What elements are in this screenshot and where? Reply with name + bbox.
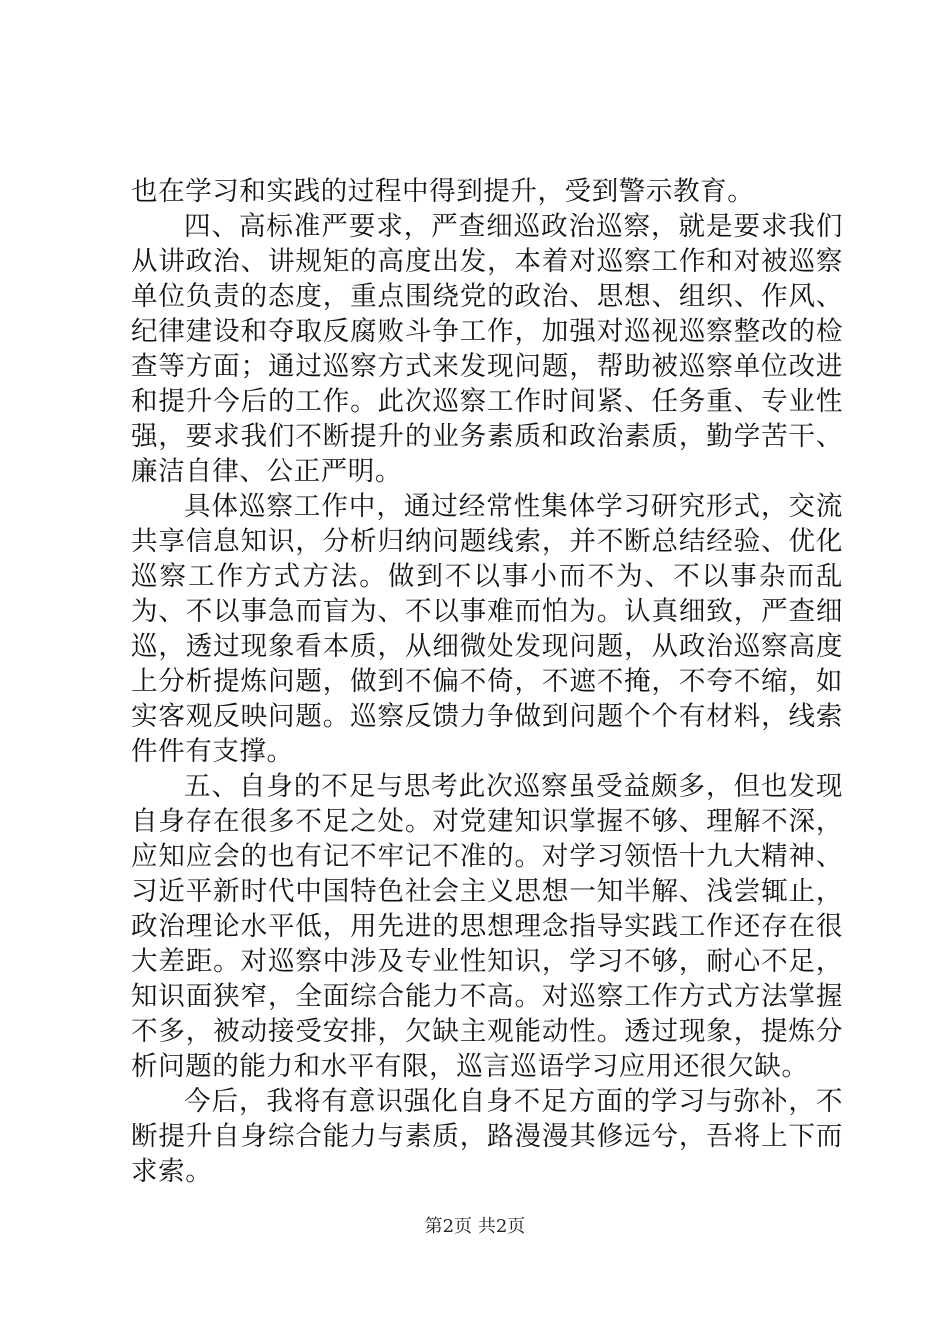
paragraph-5: 今后，我将有意识强化自身不足方面的学习与弥补，不断提升自身综合能力与素质，路漫漫其修远兮，吾将上下而求索。: [131, 1086, 843, 1187]
paragraph-4: 五、自身的不足与思考此次巡察虽受益颇多，但也发现自身存在很多不足之处。对党建知识掌握不够、理解不深，应知应会的也有记不牢记不准的。对学习领悟十九大精神、习近平新时代中国特色社会主义思想一知半解、浅尝辄止，政治理论水平低，用先进的思想理念指导实践工作还存在很大差距。对巡察中涉及专业性知识，学习不够，耐心不足，知识面狭窄，全面综合能力不高。对巡察工作方式方法掌握不多，被动接受安排，欠缺主观能动性。透过现象，提炼分析问题的能力和水平有限，巡言巡语学习应用还很欠缺。: [131, 771, 843, 1082]
paragraph-2: 四、高标准严要求，严查细巡政治巡察，就是要求我们从讲政治、讲规矩的高度出发，本着对巡察工作和对被巡察单位负责的态度，重点围绕党的政治、思想、组织、作风、纪律建设和夺取反腐败斗争工作，加强对巡视巡察整改的检查等方面；通过巡察方式来发现问题，帮助被巡察单位改进和提升今后的工作。此次巡察工作时间紧、任务重、专业性强，要求我们不断提升的业务素质和政治素质，勤学苦干、廉洁自律、公正严明。: [131, 211, 843, 487]
document-body: [131, 174, 843, 1189]
paragraph-1: 也在学习和实践的过程中得到提升，受到警示教育。: [131, 176, 755, 207]
page-footer: 第2页 共2页: [424, 1216, 526, 1237]
paragraph-3: 具体巡察工作中，通过经常性集体学习研究形式，交流共享信息知识，分析归纳问题线索，并不断总结经验、优化巡察工作方式方法。做到不以事小而不为、不以事杂而乱为、不以事急而盲为、不以事难而怕为。认真细致，严查细巡，透过现象看本质，从细微处发现问题，从政治巡察高度上分析提炼问题，做到不偏不倚，不遮不掩，不夸不缩，如实客观反映问题。巡察反馈力争做到问题个个有材料，线索件件有支撑。: [131, 491, 843, 767]
